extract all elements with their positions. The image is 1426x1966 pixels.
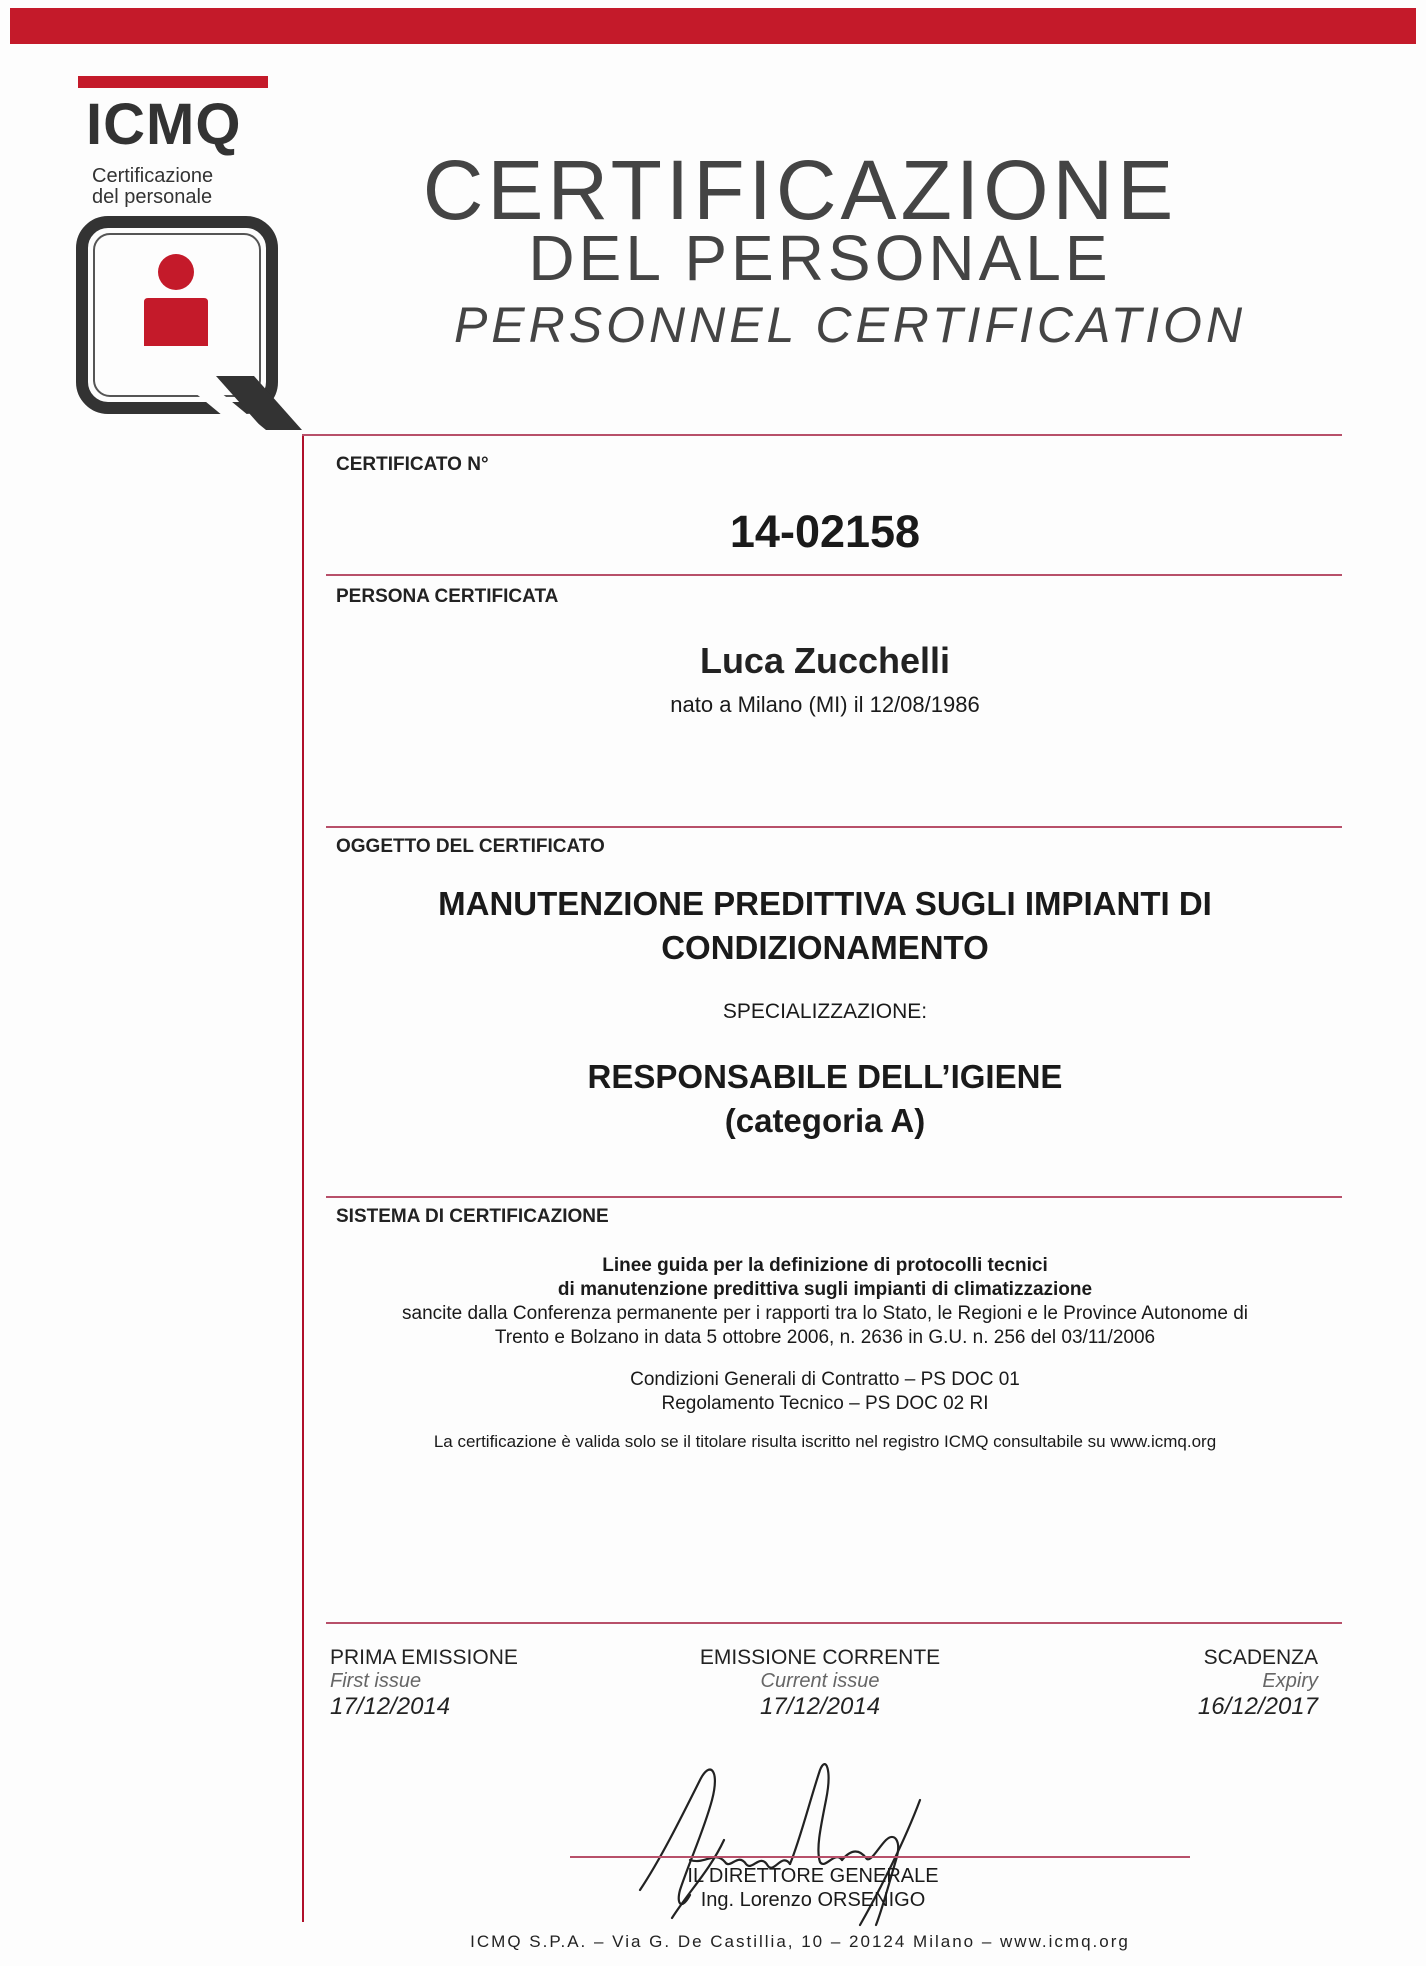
logo-subtitle bbox=[92, 166, 213, 208]
system-reference bbox=[310, 1302, 1340, 1350]
person-name: Luca Zucchelli bbox=[699, 640, 951, 681]
specialization bbox=[310, 1055, 1340, 1143]
left-frame-line bbox=[302, 436, 304, 1922]
divider-person bbox=[326, 574, 1342, 576]
divider-system bbox=[326, 1196, 1342, 1198]
logo-subtitle-line2: del personale bbox=[92, 186, 213, 208]
divider-top bbox=[302, 434, 1342, 436]
certificate-label: CERTIFICATO N° bbox=[336, 454, 489, 475]
subject-label: OGGETTO DEL CERTIFICATO bbox=[336, 836, 605, 857]
system-document-1: Condizioni Generali di Contratto – PS DOC 01 bbox=[630, 1369, 1020, 1390]
subject-title-line1: MANUTENZIONE PREDITTIVA SUGLI IMPIANTI DI bbox=[438, 885, 1212, 922]
first-issue-label: PRIMA EMISSIONE bbox=[330, 1646, 518, 1669]
system-label: SISTEMA DI CERTIFICAZIONE bbox=[336, 1206, 609, 1227]
first-issue-date: 17/12/2014 bbox=[330, 1693, 451, 1720]
top-red-band bbox=[10, 8, 1416, 44]
signature-line bbox=[570, 1856, 1190, 1858]
validity-note: La certificazione è valida solo se il titolare risulta iscritto nel registro ICMQ consultabile su www.icmq.org bbox=[433, 1432, 1217, 1451]
signatory-name: Ing. Lorenzo ORSENIGO bbox=[700, 1889, 926, 1911]
logo-subtitle-line1: Certificazione bbox=[92, 165, 214, 187]
signatory-role: IL DIRETTORE GENERALE bbox=[687, 1865, 939, 1887]
person-q-icon bbox=[76, 216, 304, 432]
expiry-date: 16/12/2017 bbox=[1197, 1693, 1318, 1720]
expiry-block bbox=[1020, 1646, 1318, 1721]
system-reference-line2: Trento e Bolzano in data 5 ottobre 2006, n. 2636 in G.U. n. 256 del 03/11/2006 bbox=[494, 1327, 1156, 1348]
system-reference-line1: sancite dalla Conferenza permanente per i rapporti tra lo Stato, le Regioni e le Province Autonome di bbox=[402, 1303, 1248, 1324]
system-documents bbox=[310, 1368, 1340, 1416]
current-issue-block bbox=[620, 1646, 1020, 1721]
title-line1: CERTIFICAZIONE bbox=[422, 143, 1178, 237]
system-guidelines-line1: Linee guida per la definizione di protocolli tecnici bbox=[602, 1255, 1048, 1276]
subject-title bbox=[340, 882, 1310, 970]
system-guidelines bbox=[310, 1254, 1340, 1302]
current-issue-label: EMISSIONE CORRENTE bbox=[699, 1646, 941, 1669]
specialization-label: SPECIALIZZAZIONE: bbox=[722, 1000, 928, 1023]
title-line2: DEL PERSONALE bbox=[528, 222, 1112, 294]
certificate-number: 14-02158 bbox=[729, 506, 921, 557]
divider-dates bbox=[326, 1622, 1342, 1624]
person-label: PERSONA CERTIFICATA bbox=[336, 586, 559, 607]
first-issue-block bbox=[330, 1646, 630, 1721]
system-guidelines-line2: di manutenzione predittiva sugli impianti di climatizzazione bbox=[557, 1279, 1093, 1300]
current-issue-date: 17/12/2014 bbox=[759, 1693, 881, 1720]
signatory bbox=[648, 1864, 978, 1912]
specialization-line1: RESPONSABILE DELL’IGIENE bbox=[587, 1058, 1063, 1095]
expiry-label-en: Expiry bbox=[1262, 1670, 1318, 1692]
expiry-label: SCADENZA bbox=[1203, 1646, 1318, 1669]
footer-address: ICMQ S.P.A. – Via G. De Castillia, 10 – 20124 Milano – www.icmq.org bbox=[470, 1932, 1130, 1951]
system-document-2: Regolamento Tecnico – PS DOC 02 RI bbox=[661, 1393, 989, 1414]
logo-name: ICMQ bbox=[86, 92, 242, 157]
person-birth: nato a Milano (MI) il 12/08/1986 bbox=[670, 692, 980, 717]
current-issue-label-en: Current issue bbox=[760, 1670, 880, 1692]
specialization-line2: (categoria A) bbox=[724, 1102, 926, 1139]
subject-title-line2: CONDIZIONAMENTO bbox=[661, 929, 989, 966]
first-issue-label-en: First issue bbox=[330, 1670, 422, 1692]
title-line3: PERSONNEL CERTIFICATION bbox=[453, 297, 1247, 353]
divider-subject bbox=[326, 826, 1342, 828]
logo-accent-bar bbox=[78, 76, 268, 88]
